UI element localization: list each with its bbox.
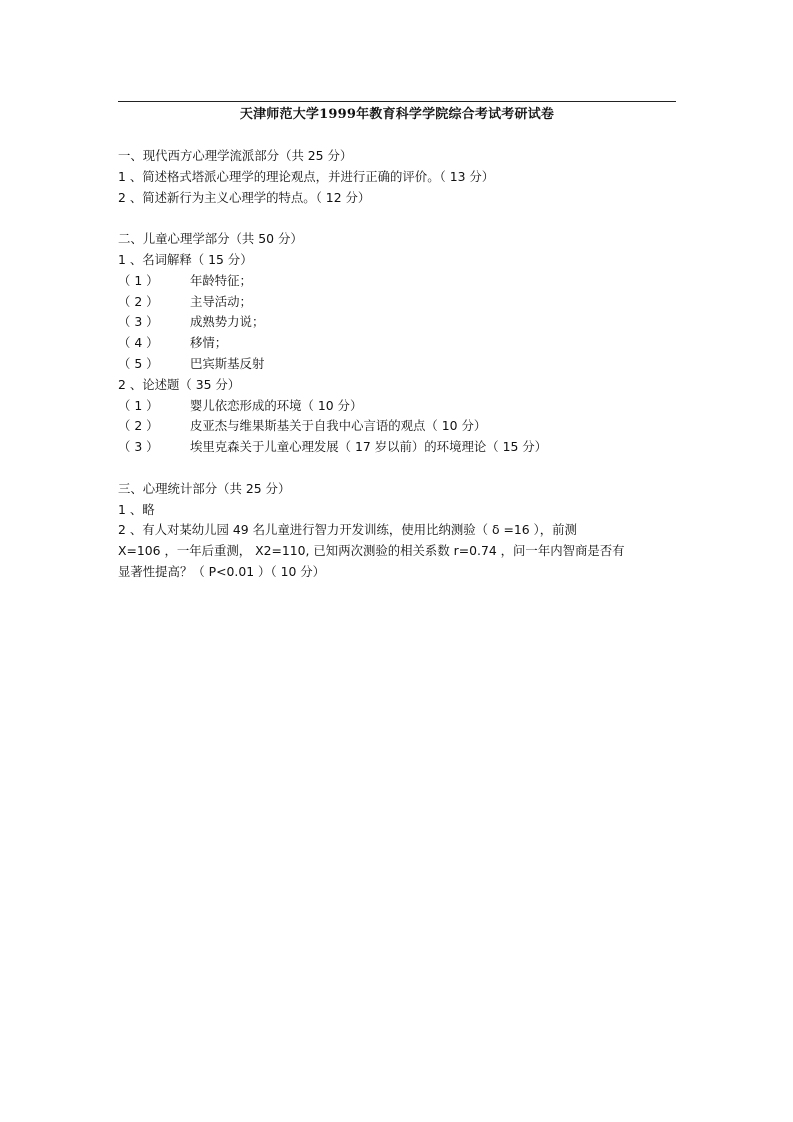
essay-number: （ 1 ） <box>118 397 159 413</box>
term-item <box>118 271 678 292</box>
essay-number: （ 3 ） <box>118 439 159 455</box>
essay-item <box>118 416 678 437</box>
section-spacer <box>118 458 678 479</box>
term-text: 成熟势力说； <box>190 314 265 330</box>
section1-heading: 一、现代西方心理学流派部分（共 25 分） <box>118 148 353 163</box>
term-item <box>118 312 678 333</box>
term-text: 主导活动； <box>190 293 252 309</box>
section2-heading: 二、儿童心理学部分（共 50 分） <box>118 231 303 247</box>
term-text: 年龄特征； <box>190 272 252 288</box>
essay-text: 皮亚杰与维果斯基关于自我中心言语的观点（ 10 分） <box>190 418 487 434</box>
term-number: （ 3 ） <box>118 314 159 330</box>
term-number: （ 4 ） <box>118 335 159 351</box>
section3-question-1: 1 、略 <box>118 501 155 517</box>
term-item <box>118 354 678 375</box>
term-item <box>118 292 678 313</box>
term-item <box>118 333 678 354</box>
section3-heading: 三、心理统计部分（共 25 分） <box>118 480 291 496</box>
section2-question-2: 2 、论述题（ 35 分） <box>118 376 241 392</box>
term-number: （ 1 ） <box>118 272 159 288</box>
term-number: （ 2 ） <box>118 293 159 309</box>
term-text: 巴宾斯基反射 <box>190 355 265 371</box>
essay-number: （ 2 ） <box>118 418 159 434</box>
essay-item <box>118 437 678 458</box>
essay-text: 埃里克森关于儿童心理发展（ 17 岁以前）的环境理论（ 15 分） <box>190 439 548 455</box>
essay-item <box>118 396 678 417</box>
section3-question-2-line2: X=106 ，一年后重测， X2=110, 已知两次测验的相关系数 r=0.74 ，问一年内智商是否有 <box>118 543 625 559</box>
essay-text: 婴儿依恋形成的环境（ 10 分） <box>190 397 363 413</box>
section-spacer <box>118 208 678 229</box>
exam-title: 天津师范大学1999年教育科学学院综合考试考研试卷 <box>239 107 555 122</box>
section1-question-1: 1 、简述格式塔派心理学的理论观点，并进行正确的评价。（ 13 分） <box>118 168 495 184</box>
section3-question-2-line3: 显著性提高？（ P<0.01 ）（ 10 分） <box>118 563 326 579</box>
exam-body <box>118 146 678 583</box>
section1-question-2: 2 、简述新行为主义心理学的特点。（ 12 分） <box>118 189 371 205</box>
section2-question-1: 1 、名词解释（ 15 分） <box>118 251 253 267</box>
term-number: （ 5 ） <box>118 355 159 371</box>
header-rule <box>118 101 676 102</box>
term-text: 移情； <box>190 335 228 351</box>
section3-question-2-line1: 2 、有人对某幼儿园 49 名儿童进行智力开发训练，使用比纳测验（ δ =16 ），前测 <box>118 522 577 538</box>
